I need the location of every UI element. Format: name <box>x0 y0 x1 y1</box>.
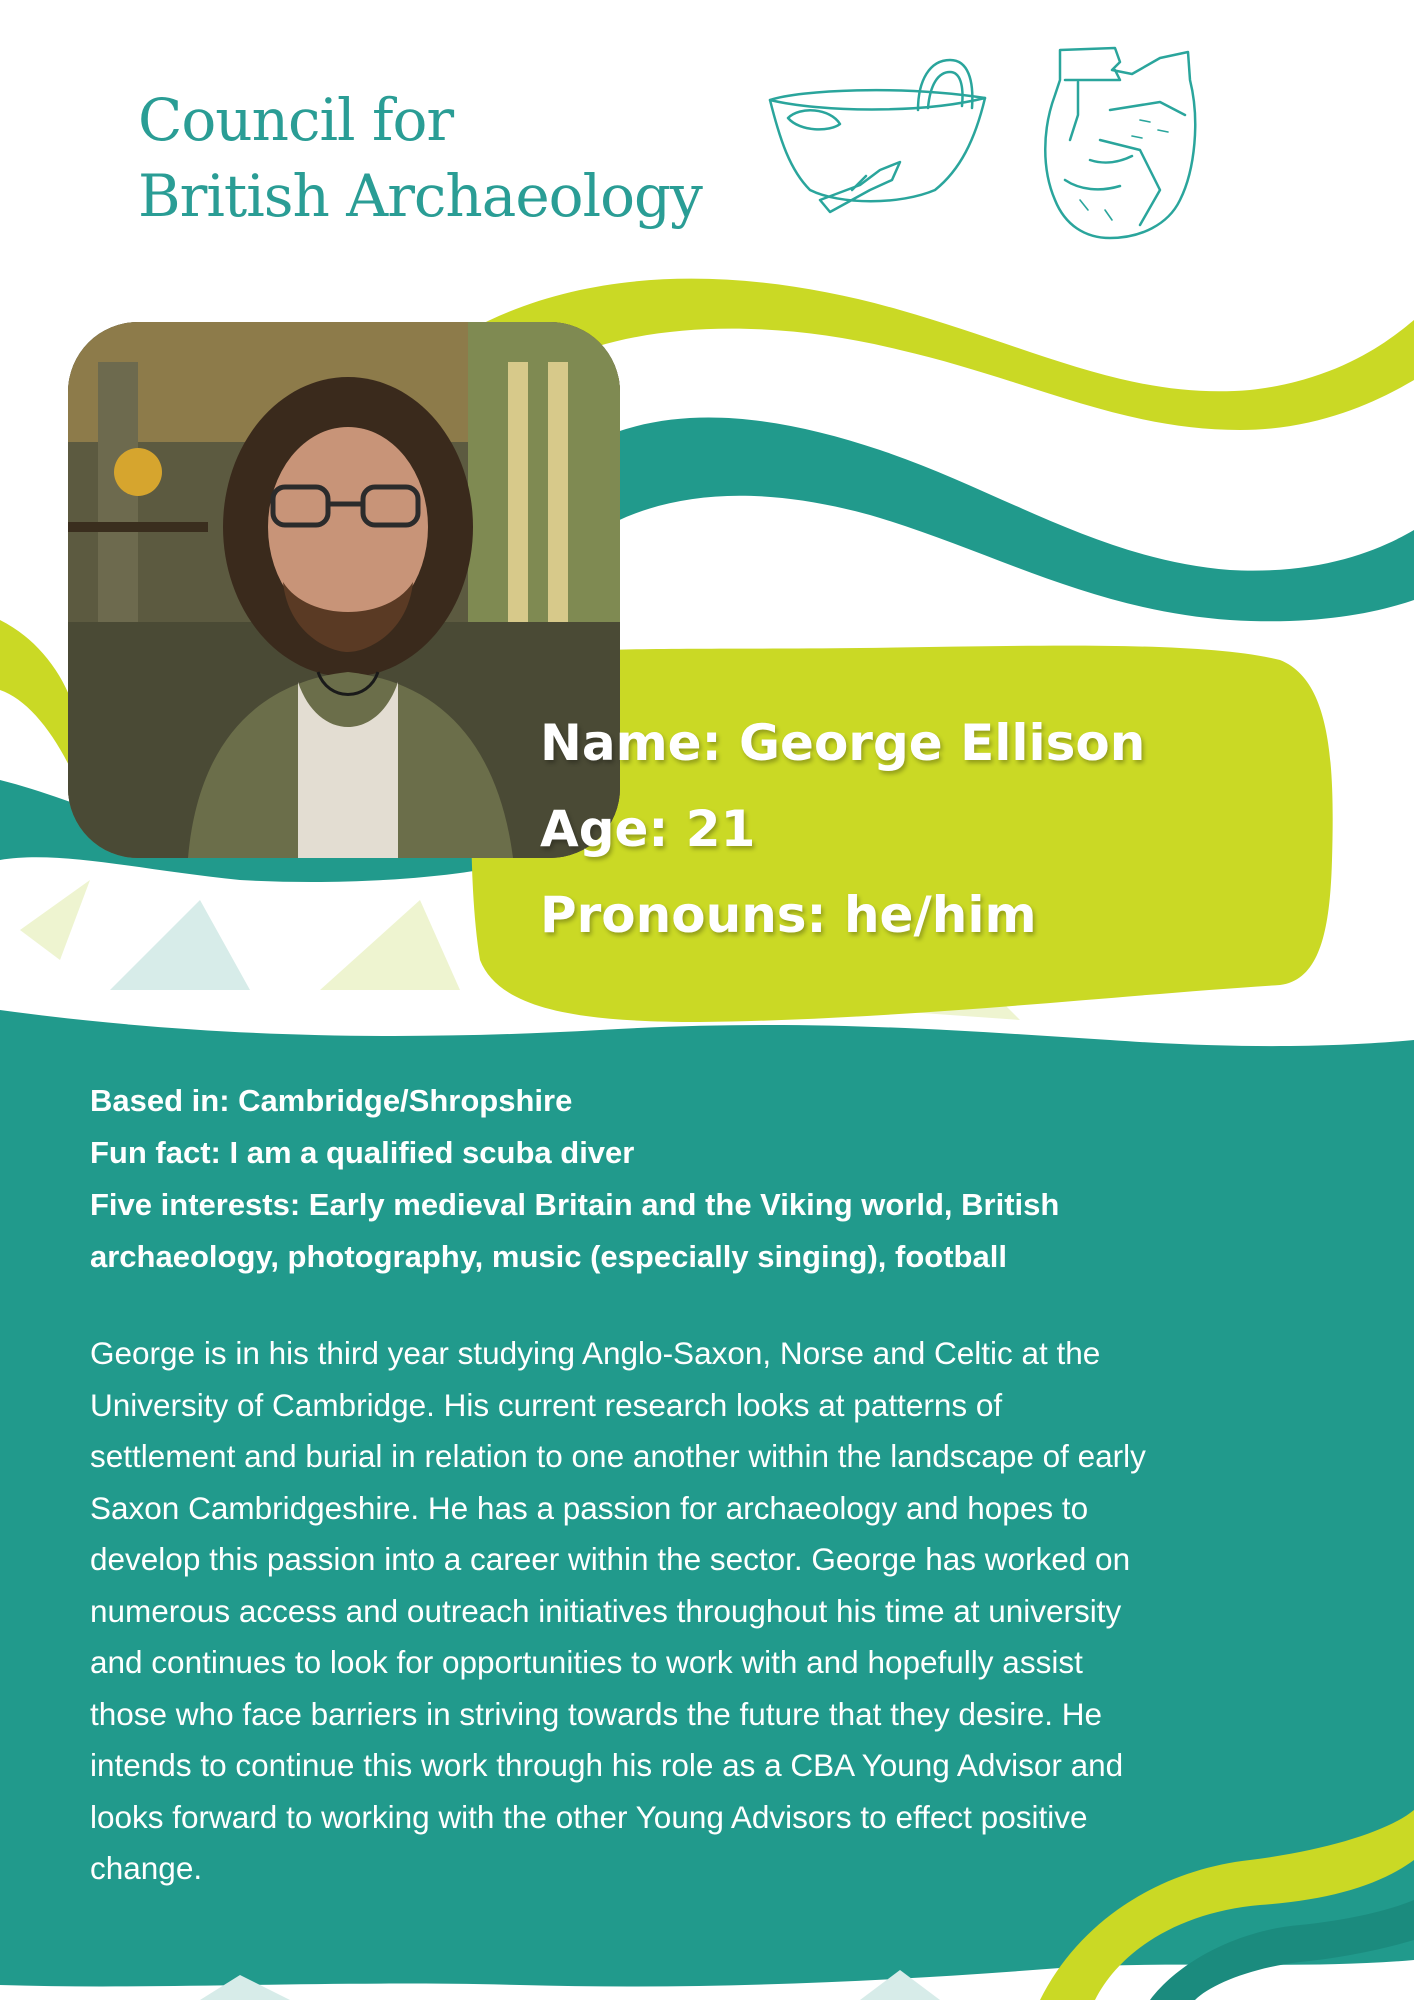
bio-line: develop this passion into a career within the sector. George has worked on <box>90 1541 1131 1577</box>
interests-line-2: archaeology, photography, music (especially singing), football <box>90 1239 1007 1274</box>
name-line: Name: George Ellison <box>540 714 1146 772</box>
interests-line-1: Five interests: Early medieval Britain and the Viking world, British <box>90 1187 1060 1222</box>
bio-line: change. <box>90 1850 203 1886</box>
age-line: Age: 21 <box>540 800 756 858</box>
facts-section <box>90 1075 1350 1283</box>
bio-line: Saxon Cambridgeshire. He has a passion for archaeology and hopes to <box>90 1489 1089 1526</box>
broken-pot-icon <box>1045 48 1195 238</box>
zigzag-pale-1 <box>20 880 90 960</box>
bio-line: looks forward to working with the other Young Advisors to effect positive <box>90 1798 1088 1835</box>
bio-line: numerous access and outreach initiatives throughout his time at university <box>90 1592 1122 1629</box>
logo-line-1: Council for <box>138 86 454 154</box>
teal-wave-middle <box>560 418 1414 622</box>
zigzag-pale-3 <box>320 900 460 990</box>
logo-line-2: British Archaeology <box>138 162 702 230</box>
artifact-illustrations <box>760 40 1240 250</box>
bio-line: settlement and burial in relation to one another within the landscape of early <box>90 1438 1146 1474</box>
bio-line: University of Cambridge. His current research looks at patterns of <box>90 1386 1003 1423</box>
zigzag-pale-2 <box>110 900 250 990</box>
trowel-bucket-icon <box>770 60 985 212</box>
bio-paragraph <box>90 1328 1360 1895</box>
profile-info-card <box>540 700 1145 958</box>
profile-photo <box>68 322 620 858</box>
pronouns-line: Pronouns: he/him <box>540 886 1037 944</box>
based-in-line: Based in: Cambridge/Shropshire <box>90 1083 573 1118</box>
bio-line: intends to continue this work through his role as a CBA Young Advisor and <box>90 1747 1124 1783</box>
fun-fact-line: Fun fact: I am a qualified scuba diver <box>90 1135 635 1170</box>
cba-logo[interactable] <box>138 82 702 234</box>
bio-line: and continues to look for opportunities to work with and hopefully assist <box>90 1644 1083 1680</box>
bio-line: George is in his third year studying Anglo-Saxon, Norse and Celtic at the <box>90 1335 1101 1371</box>
bio-line: those who face barriers in striving towards the future that they desire. He <box>90 1695 1102 1732</box>
